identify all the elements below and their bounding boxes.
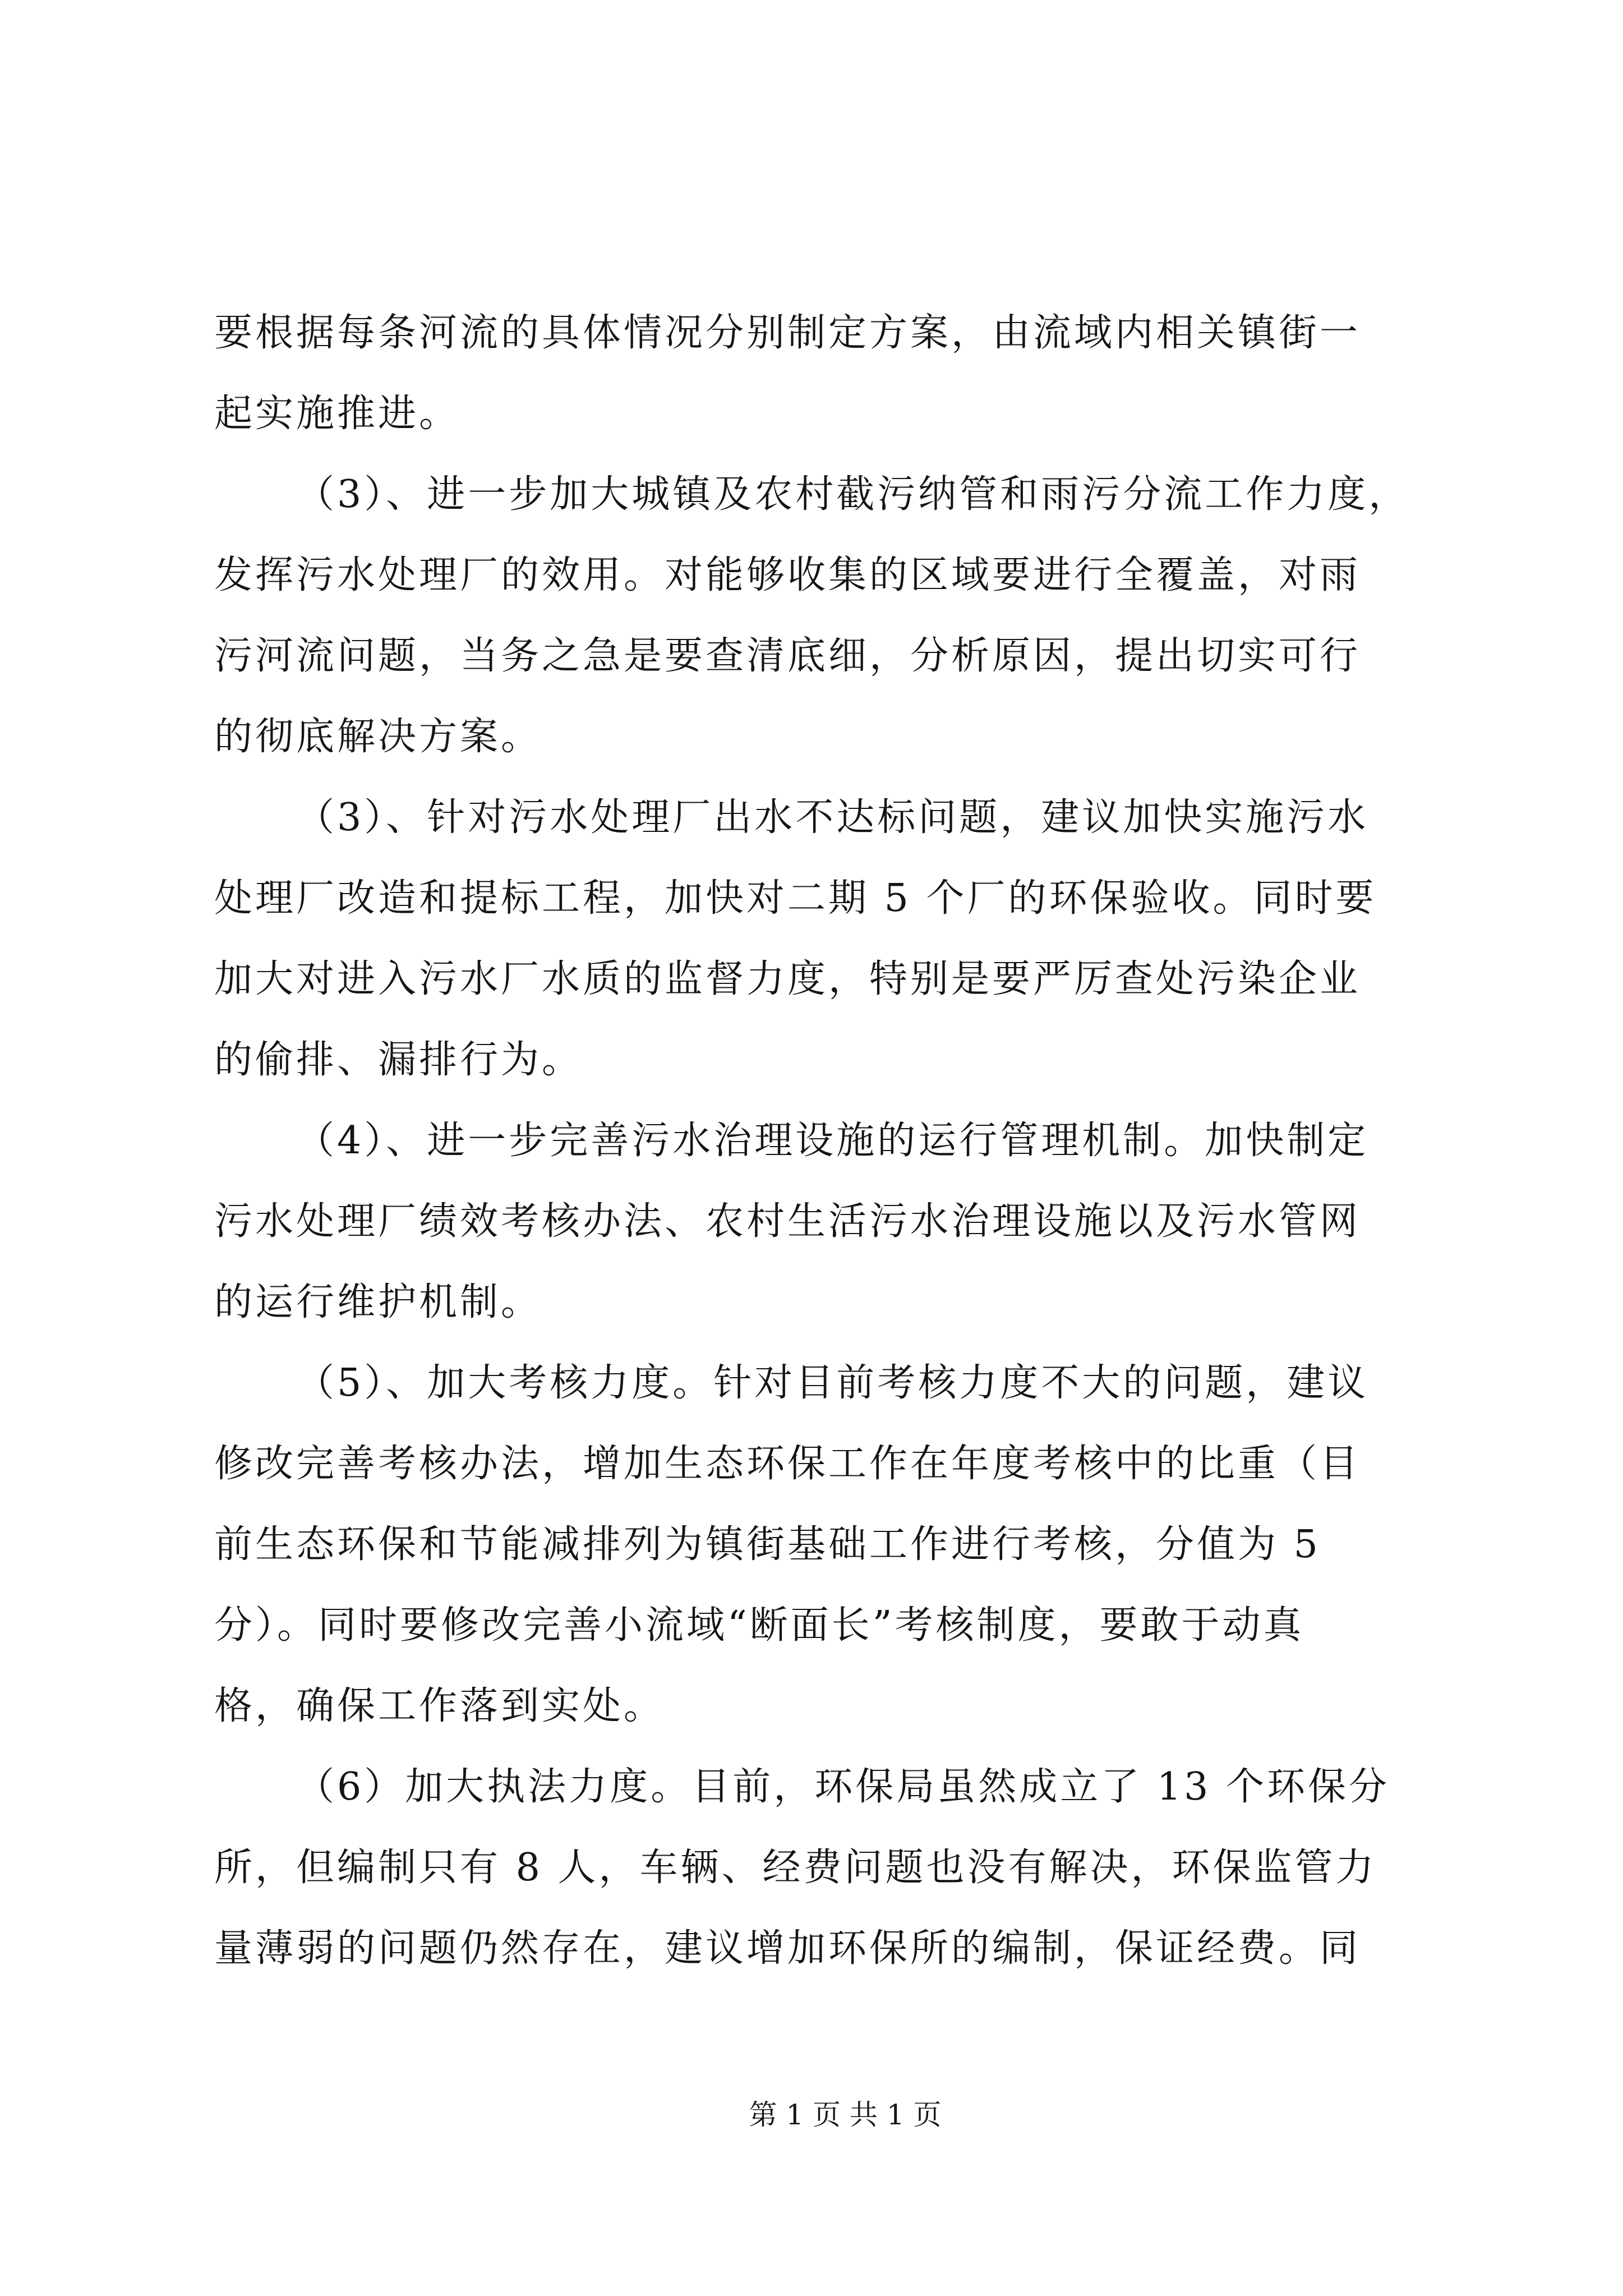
text-line: 加大对进入污水厂水质的监督力度，特别是要严厉查处污染企业	[214, 957, 1361, 1001]
document-body	[214, 293, 1538, 1989]
text-line: 前生态环保和节能减排列为镇街基础工作进行考核，分值为 5	[214, 1522, 1321, 1567]
text-line: （4）、进一步完善污水治理设施的运行管理机制。加快制定	[296, 1119, 1369, 1163]
text-line: （3）、针对污水处理厂出水不达标问题，建议加快实施污水	[296, 795, 1369, 840]
paragraph-item-6	[214, 1747, 1538, 1989]
paragraph-item-5	[214, 1343, 1538, 1747]
text-line: （3）、进一步加大城镇及农村截污纳管和雨污分流工作力度，	[296, 472, 1410, 517]
text-line: 格，确保工作落到实处。	[214, 1684, 665, 1728]
text-line: （5）、加大考核力度。针对目前考核力度不大的问题，建议	[296, 1361, 1369, 1405]
text-line: 的偷排、漏排行为。	[214, 1038, 583, 1082]
text-line: 起实施推进。	[214, 392, 460, 436]
text-line: （6）加大执法力度。目前，环保局虽然成立了 13 个环保分	[296, 1765, 1390, 1809]
text-line: 的彻底解决方案。	[214, 715, 542, 759]
page-number-label: 第 1 页 共 1 页	[749, 2099, 942, 2131]
text-line: 分）。同时要修改完善小流域“断面长”考核制度，要敢于动真	[214, 1603, 1304, 1648]
text-line: 修改完善考核办法，增加生态环保工作在年度考核中的比重（目	[214, 1442, 1361, 1486]
text-line: 要根据每条河流的具体情况分别制定方案，由流域内相关镇街一	[214, 311, 1361, 355]
text-line: 污河流问题，当务之急是要查清底细，分析原因，提出切实可行	[214, 634, 1361, 678]
paragraph-item-4	[214, 1101, 1538, 1343]
page-footer	[0, 2095, 1623, 2134]
paragraph-item-3b	[214, 777, 1538, 1101]
text-line: 的运行维护机制。	[214, 1280, 542, 1324]
text-line: 污水处理厂绩效考核办法、农村生活污水治理设施以及污水管网	[214, 1199, 1361, 1244]
text-line: 发挥污水处理厂的效用。对能够收集的区域要进行全覆盖，对雨	[214, 553, 1361, 597]
text-line: 处理厂改造和提标工程，加快对二期 5 个厂的环保验收。同时要	[214, 876, 1377, 921]
paragraph-item-3a	[214, 454, 1538, 777]
text-line: 量薄弱的问题仍然存在，建议增加环保所的编制，保证经费。同	[214, 1926, 1361, 1971]
text-line: 所，但编制只有 8 人，车辆、经费问题也没有解决，环保监管力	[214, 1846, 1377, 1890]
paragraph-continued	[214, 293, 1538, 454]
